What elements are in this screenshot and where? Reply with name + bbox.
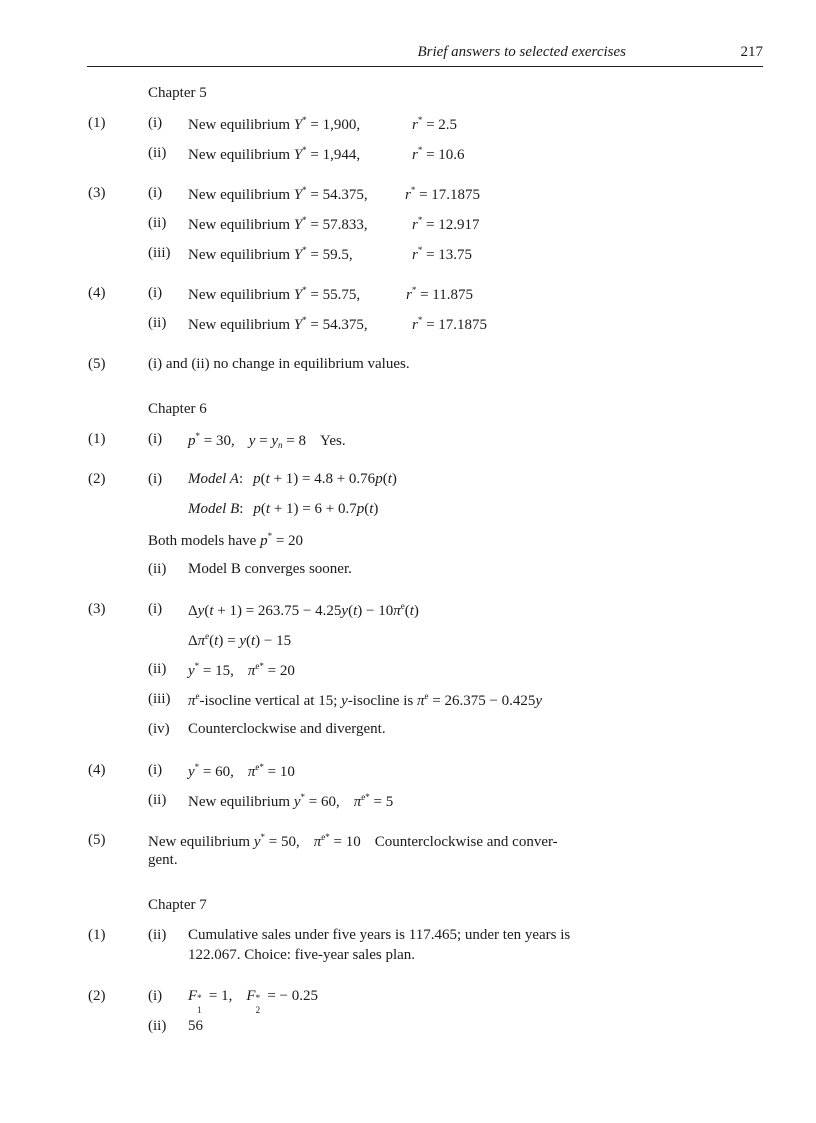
running-header (87, 42, 763, 67)
chapter-title: Chapter 7 (148, 897, 207, 913)
chapter-title: Chapter 6 (148, 401, 207, 417)
chapter-title: Chapter 5 (148, 85, 207, 101)
page-number: 217 (740, 44, 763, 60)
running-title: Brief answers to selected exercises (417, 44, 626, 60)
